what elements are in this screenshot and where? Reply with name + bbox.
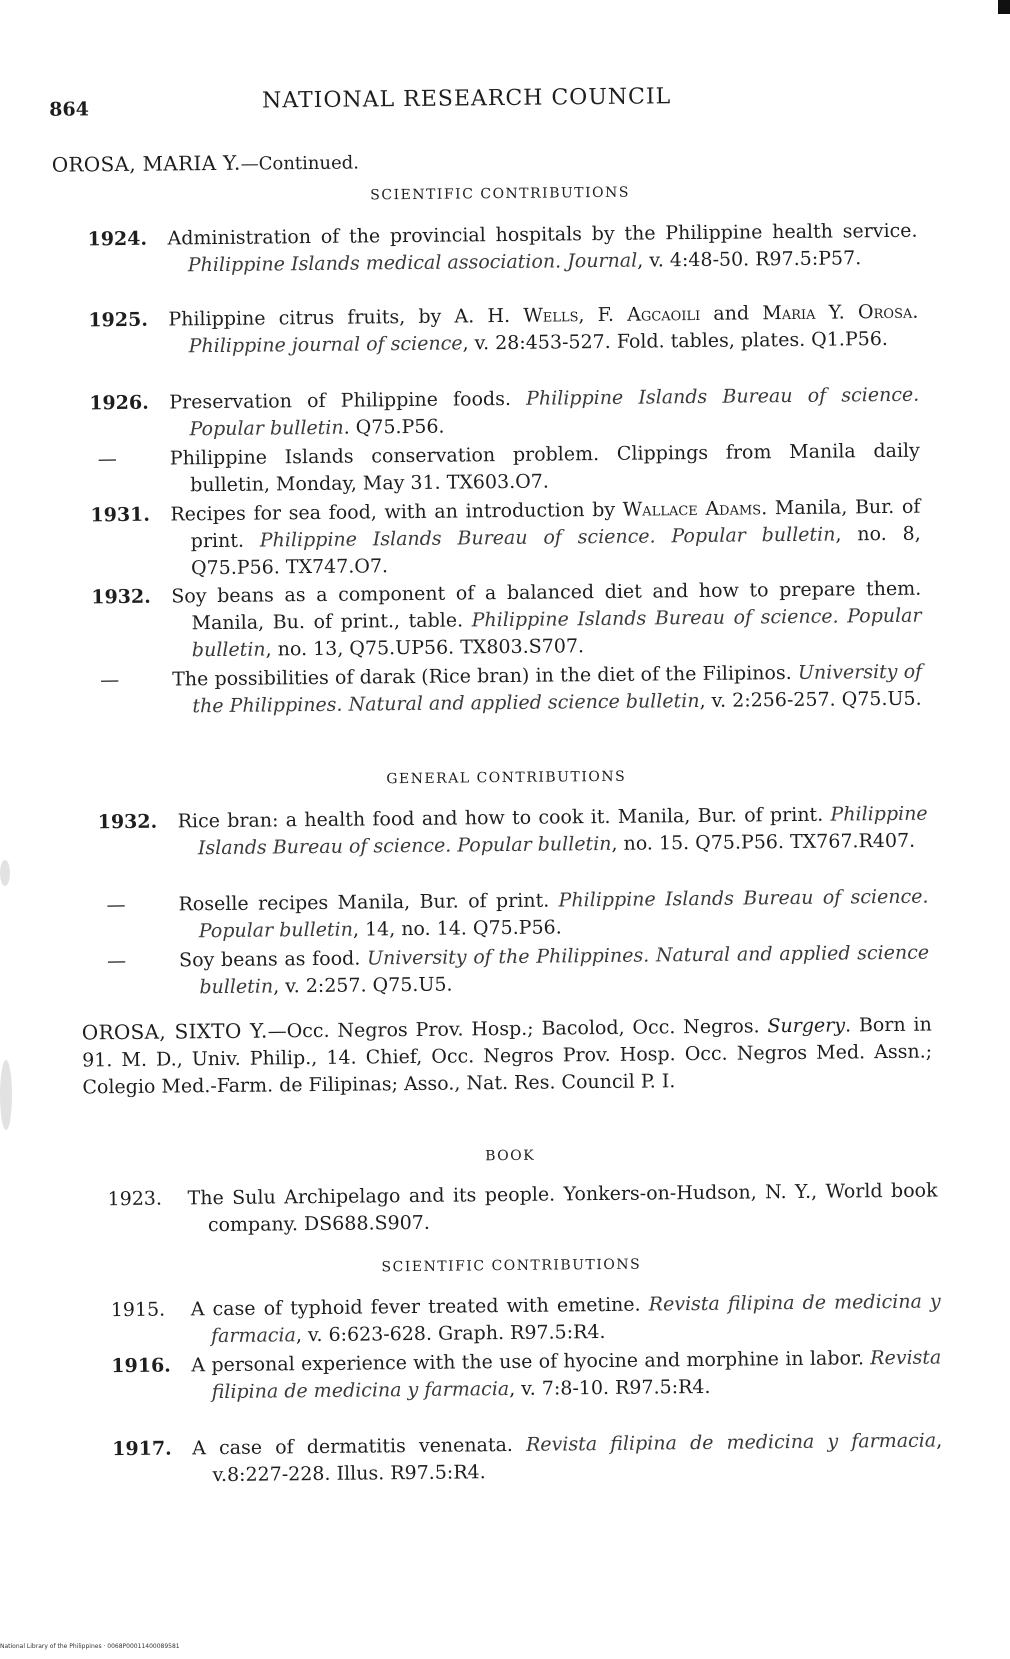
list-item — [92, 659, 923, 748]
running-head: NATIONAL RESEARCH COUNCIL — [261, 84, 672, 114]
entry-year: 1916. — [111, 1354, 171, 1378]
entry-text: Soy beans as food. University of the Philippines. Natural and applied science bulletin, v. 2:257. Q75.U5. — [178, 941, 930, 999]
entry-text: Rice bran: a health food and how to cook it. Manila, Bur. of print. Philippine Islands Bureau of science. Popular bulletin, no. 15. Q75.P56. TX767.R407. — [177, 802, 928, 860]
list-item — [90, 438, 921, 501]
entry-text: Philippine citrus fruits, by A. H. Wells, F. Agcaoili and Maria Y. Orosa. Philippine journal of science, v. 28:453-527. Fold. tables, plates. Q1.P56. — [168, 300, 919, 358]
ditto-dash: — — [100, 669, 120, 692]
list-item — [111, 1344, 942, 1433]
author-name: OROSA, MARIA Y. — [51, 150, 241, 177]
entry-year: 1924. — [87, 227, 148, 251]
list-item — [88, 299, 919, 388]
footer-scan-id: National Library of the Philippines · 0068P00011400089581 — [0, 1643, 180, 1650]
entry-text: A case of dermatitis venenata. Revista filipina de medicina y farmacia, v.8:227-228. Illus. R97.5:R4. — [192, 1429, 943, 1487]
list-item — [87, 218, 918, 307]
list-item — [98, 884, 929, 947]
list-item — [99, 940, 930, 1003]
entry-year: 1917. — [112, 1437, 172, 1461]
entry-text: A case of typhoid fever treated with emetine. Revista filipina de medicina y farmacia, v. 6:623-628. Graph. R97.5:R4. — [190, 1290, 941, 1348]
entry-year: 1931. — [90, 503, 151, 527]
entry-text: A personal experience with the use of hyocine and morphine in labor. Revista filipina de medicina y farmacia, v. 7:8-10. R97.5:R4. — [191, 1346, 942, 1404]
entry-text: Soy beans as a component of a balanced diet and how to prepare them. Manila, Bu. of print., table. Philippine Islands Bureau of science. Popular bulletin, no. 13, Q75.UP56. TX803.S707. — [171, 577, 922, 662]
author-bio: —Occ. Negros Prov. Hosp.; Bacolod, Occ. Negros. Surgery. Born in 91. M. D., Univ. Philip., 14. Chief, Occ. Negros Prov. Hosp. Occ. Negros Med. Assn.; Colegio Med.-Farm. de Filipinas; Asso., Nat. Res. Council P. I. — [82, 1013, 933, 1099]
scan-smudge — [0, 860, 10, 886]
entry-year: 1923. — [107, 1187, 163, 1211]
entry-text: Philippine Islands conservation problem. Clippings from Manila daily bulletin, Monday, May 31. TX603.O7. — [169, 439, 920, 497]
page-number: 864 — [49, 98, 89, 121]
section-heading-book: BOOK — [485, 1147, 536, 1165]
section-heading-general: GENERAL CONTRIBUTIONS — [386, 768, 627, 788]
entry-text: The Sulu Archipelago and its people. Yonkers-on-Hudson, N. Y., World book company. DS688.S907. — [187, 1179, 938, 1237]
entry-text: Preservation of Philippine foods. Philippine Islands Bureau of science. Popular bulletin. Q75.P56. — [169, 383, 920, 441]
list-item — [89, 382, 920, 445]
list-item — [98, 801, 929, 890]
entry-sixto — [82, 1011, 933, 1102]
entry-year: 1932. — [91, 585, 151, 609]
entry-heading-maria — [52, 150, 359, 177]
author-name: OROSA, SIXTO Y. — [81, 1018, 268, 1045]
list-item — [107, 1178, 938, 1241]
list-item — [91, 576, 922, 665]
list-item — [112, 1427, 943, 1490]
scan-smudge — [0, 1060, 12, 1130]
entry-year: 1932. — [97, 810, 158, 834]
entry-text: Administration of the provincial hospitals by the Philippine health service. Philippine Islands medical association. Journal, v. 4:48-50. R97.5:P57. — [167, 219, 918, 277]
section-heading-scientific: SCIENTIFIC CONTRIBUTIONS — [370, 184, 631, 204]
entry-year: 1925. — [88, 308, 149, 332]
ditto-dash: — — [97, 448, 117, 471]
entry-text: Recipes for sea food, with an introduction by Wallace Adams. Manila, Bur. of print. Philippine Islands Bureau of science. Popular bulletin, no. 8, Q75.P56. TX747.O7. — [170, 495, 921, 580]
ditto-dash: — — [107, 949, 127, 973]
section-heading-scientific-sixto: SCIENTIFIC CONTRIBUTIONS — [381, 1256, 642, 1276]
entry-text: Roselle recipes Manila, Bur. of print. Philippine Islands Bureau of science. Popular bulletin, 14, no. 14. Q75.P56. — [178, 885, 929, 943]
ditto-dash: — — [106, 893, 126, 917]
entry-year: 1915. — [110, 1298, 166, 1322]
scan-edge-mark — [998, 0, 1010, 14]
continued-label: —Continued. — [240, 152, 360, 175]
list-item — [111, 1288, 942, 1351]
entry-year: 1926. — [89, 391, 149, 415]
entry-text: The possibilities of darak (Rice bran) in the diet of the Filipinos. University of the Philippines. Natural and applied science bulletin, v. 2:256-257. Q75.U5. — [172, 660, 923, 718]
list-item — [90, 494, 921, 583]
